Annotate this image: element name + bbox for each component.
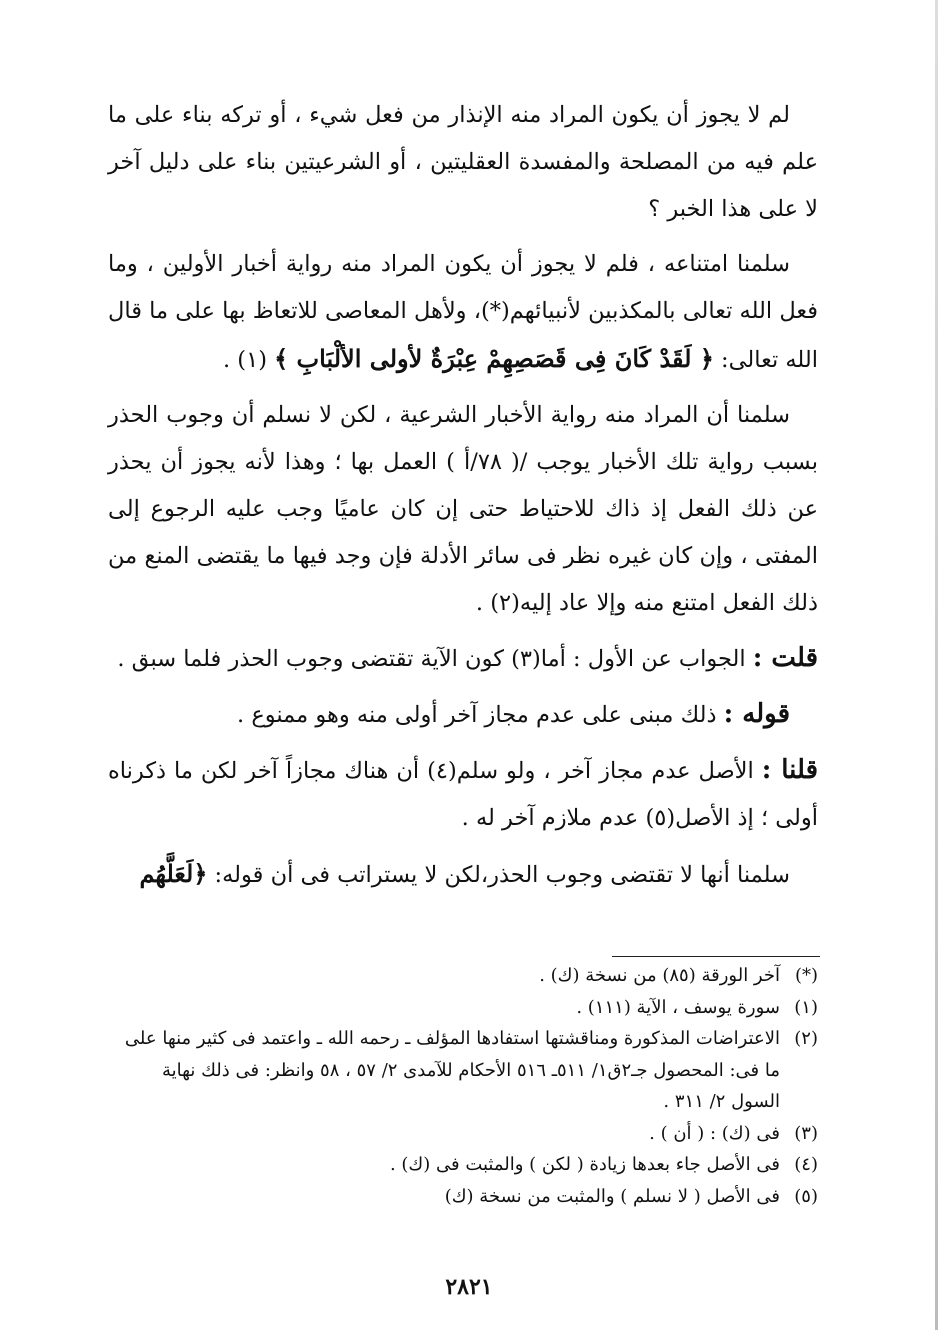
paragraph-4	[108, 635, 818, 683]
footnote-separator	[612, 956, 820, 957]
paragraph-text: سلمنا امتناعه ، فلم لا يجوز أن يكون المراد منه رواية أخبار الأولين ، وما فعل الله تعالى بالمكذبين لأنبيائهم(*)، ولأهل المعاصى للاتعاظ بها على ما قال الله تعالى:	[108, 251, 818, 373]
footnote	[108, 960, 818, 992]
main-text	[108, 92, 818, 907]
footnote-number: (٥)	[794, 1185, 818, 1207]
footnote	[108, 1181, 818, 1213]
paragraph-text: سلمنا أنها لا تقتضى وجوب الحذر،لكن لا يستراتب فى أن قوله:	[207, 862, 790, 888]
footnote-number: (*)	[794, 965, 818, 986]
paragraph-text: الأصل عدم مجاز آخر ، ولو سلم(٤) أن هناك مجازاً آخر لكن ما ذكرناه أولى ؛ إذ الأصل(٥) عدم ملازم آخر له .	[108, 758, 818, 831]
paragraph-lead: قلت :	[752, 643, 818, 673]
footnotes	[108, 960, 818, 1212]
paragraph-text: لم لا يجوز أن يكون المراد منه الإنذار من فعل شيء ، أو تركه بناء على ما علم فيه من المصلحة والمفسدة العقليتين ، أو الشرعيتين بناء على دليل آخر لا على هذا الخبر ؟	[108, 102, 818, 222]
footnote	[108, 1118, 818, 1150]
footnote-text: آخر الورقة (٨٥) من نسخة (ك) .	[539, 965, 780, 986]
paragraph-5	[108, 691, 818, 739]
paragraph-2	[108, 241, 818, 384]
footnote-ref: (١) .	[223, 347, 267, 373]
paragraph-lead: قلنا :	[761, 755, 819, 785]
paragraph-lead: قوله :	[723, 699, 790, 729]
paragraph-1	[108, 92, 818, 233]
footnote-text: فى الأصل جاء بعدها زيادة ( لكن ) والمثبت فى (ك) .	[389, 1154, 780, 1175]
footnote	[108, 1023, 818, 1118]
paragraph-3	[108, 392, 818, 627]
footnote	[108, 1149, 818, 1181]
paragraph-text: الجواب عن الأول : أما(٣) كون الآية تقتضى وجوب الحذر فلما سبق .	[117, 646, 746, 672]
footnote-number: (٣)	[794, 1122, 818, 1144]
footnote-text: فى (ك) : ( أن ) .	[649, 1122, 780, 1144]
footnote-number: (٤)	[794, 1154, 818, 1175]
footnote-text: الاعتراضات المذكورة ومناقشتها استفادها المؤلف ـ رحمه الله ـ واعتمد فى كثير منها على ما فى: المحصول جـ٢ق١/ ٥١١ـ ٥١٦ الأحكام للآمدى ٢/ ٥٧ ، ٥٨ وانظر: فى ذلك نهاية السول ٢/ ٣١١ .	[124, 1028, 780, 1112]
paragraph-6	[108, 747, 818, 842]
paragraph-text: ذلك مبنى على عدم مجاز آخر أولى منه وهو ممنوع .	[237, 702, 717, 728]
quran-verse: ﴿لَعَلَّهُم	[139, 859, 208, 888]
footnote-text: فى الأصل ( لا نسلم ) والمثبت من نسخة (ك)	[444, 1185, 780, 1207]
quran-verse: ﴿ لَقَدْ كَانَ فِى قَصَصِهِمْ عِبْرَةٌ لأولى الألْبَابِ ﴾	[274, 344, 714, 373]
footnote-number: (٢)	[794, 1028, 818, 1049]
footnote-text: سورة يوسف ، الآية (١١١) .	[576, 996, 780, 1018]
paragraph-text: سلمنا أن المراد منه رواية الأخبار الشرعية ، لكن لا نسلم أن وجوب الحذر بسبب رواية تلك الأخبار يوجب /( ٧٨/أ ) العمل بها ؛ وهذا لأنه يجوز أن يحذر عن ذلك الفعل إذ ذاك للاحتياط حتى إن كان عاميًا وجب عليه الرجوع إلى المفتى ، وإن كان غيره نظر فى سائر الأدلة فإن وجد فيها ما يقتضى المنع من ذلك الفعل امتنع منه وإلا عاد إليه(٢) .	[108, 402, 818, 616]
footnote-number: (١)	[794, 996, 818, 1018]
paragraph-7	[108, 850, 818, 899]
footnote	[108, 992, 818, 1024]
page-number: ٢٨٢١	[445, 1274, 493, 1300]
